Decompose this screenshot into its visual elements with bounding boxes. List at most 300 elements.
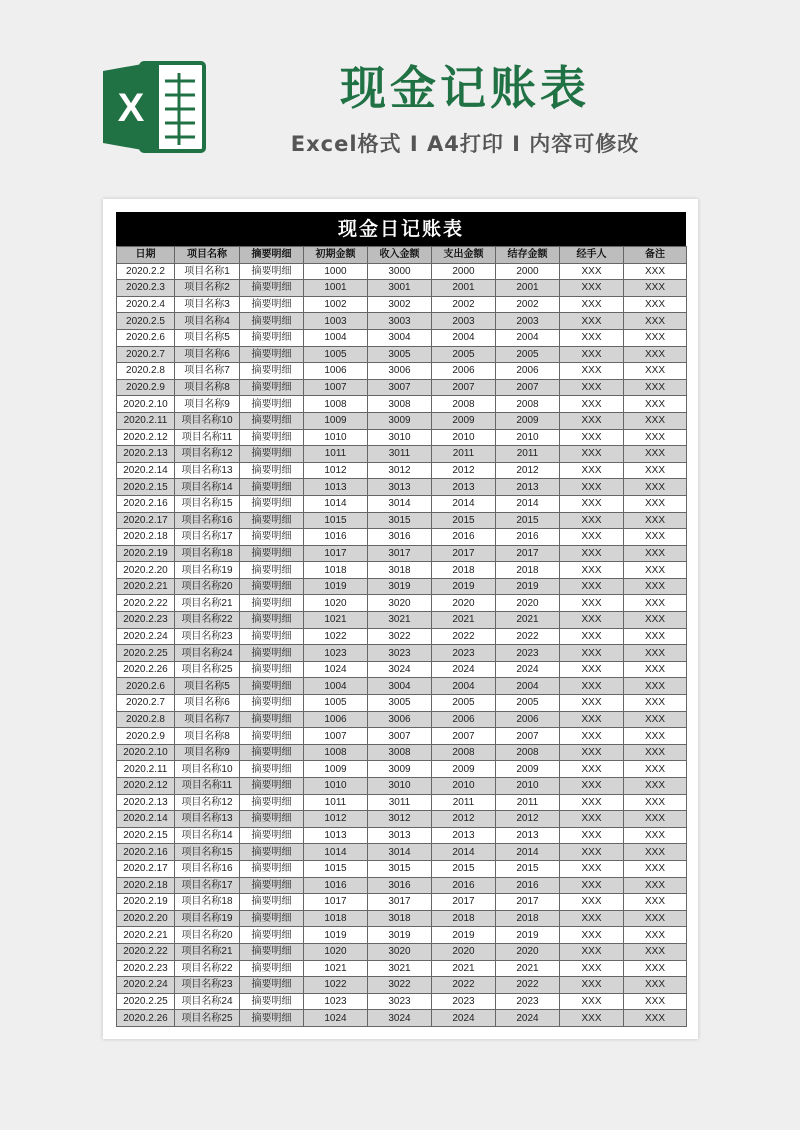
table-cell: 2020.2.6: [117, 678, 175, 695]
table-cell: XXX: [560, 661, 624, 678]
table-cell: XXX: [624, 877, 687, 894]
table-cell: 2020.2.14: [117, 462, 175, 479]
table-cell: 2011: [432, 794, 496, 811]
table-cell: 摘要明细: [240, 993, 304, 1010]
table-cell: 2024: [432, 661, 496, 678]
table-cell: XXX: [624, 379, 687, 396]
table-cell: 2020.2.9: [117, 379, 175, 396]
table-cell: XXX: [624, 844, 687, 861]
table-cell: XXX: [560, 678, 624, 695]
table-cell: 项目名称25: [175, 661, 240, 678]
table-cell: 2020.2.7: [117, 346, 175, 363]
table-row: [117, 313, 687, 330]
table-row: [117, 379, 687, 396]
table-cell: 1024: [304, 1010, 368, 1027]
table-cell: 2020.2.26: [117, 661, 175, 678]
table-cell: XXX: [624, 529, 687, 546]
table-cell: 1024: [304, 661, 368, 678]
table-cell: 1014: [304, 495, 368, 512]
table-cell: 2020.2.20: [117, 562, 175, 579]
table-cell: 2017: [432, 545, 496, 562]
table-cell: 2020.2.15: [117, 827, 175, 844]
table-cell: 2020.2.20: [117, 910, 175, 927]
table-cell: 2020.2.6: [117, 329, 175, 346]
table-cell: 2020.2.11: [117, 761, 175, 778]
table-cell: 2011: [432, 446, 496, 463]
table-row: [117, 910, 687, 927]
table-cell: 2005: [432, 346, 496, 363]
table-cell: 2024: [496, 1010, 560, 1027]
table-cell: 3010: [368, 778, 432, 795]
table-cell: XXX: [560, 296, 624, 313]
table-cell: 摘要明细: [240, 462, 304, 479]
column-header: 收入金额: [368, 247, 432, 264]
table-cell: 2020.2.25: [117, 645, 175, 662]
table-cell: 2017: [496, 894, 560, 911]
table-cell: 3018: [368, 562, 432, 579]
table-cell: 2000: [432, 263, 496, 280]
table-cell: 3023: [368, 993, 432, 1010]
table-cell: 2022: [496, 977, 560, 994]
table-cell: 摘要明细: [240, 711, 304, 728]
table-cell: 摘要明细: [240, 595, 304, 612]
table-cell: 2016: [496, 877, 560, 894]
table-cell: 项目名称20: [175, 927, 240, 944]
table-row: [117, 429, 687, 446]
table-cell: 3020: [368, 595, 432, 612]
table-cell: 摘要明细: [240, 960, 304, 977]
table-cell: 项目名称18: [175, 894, 240, 911]
table-cell: 3003: [368, 313, 432, 330]
table-cell: 摘要明细: [240, 744, 304, 761]
table-cell: XXX: [624, 495, 687, 512]
table-cell: 摘要明细: [240, 396, 304, 413]
table-cell: 3011: [368, 794, 432, 811]
table-cell: 2007: [432, 379, 496, 396]
table-cell: XXX: [560, 728, 624, 745]
table-cell: 1022: [304, 628, 368, 645]
table-cell: 2020.2.21: [117, 578, 175, 595]
table-cell: 摘要明细: [240, 877, 304, 894]
table-cell: 2006: [432, 711, 496, 728]
column-header: 支出金额: [432, 247, 496, 264]
table-cell: XXX: [560, 329, 624, 346]
table-cell: 摘要明细: [240, 313, 304, 330]
table-row: [117, 695, 687, 712]
table-cell: 3019: [368, 578, 432, 595]
table-cell: XXX: [560, 695, 624, 712]
table-cell: 2024: [432, 1010, 496, 1027]
table-row: [117, 479, 687, 496]
table-cell: 项目名称9: [175, 744, 240, 761]
table-header-row: [117, 247, 687, 264]
table-cell: 摘要明细: [240, 512, 304, 529]
table-cell: 2020.2.9: [117, 728, 175, 745]
table-cell: 1004: [304, 329, 368, 346]
table-cell: 2006: [496, 363, 560, 380]
table-cell: 3016: [368, 877, 432, 894]
table-cell: 1002: [304, 296, 368, 313]
table-cell: 2015: [496, 512, 560, 529]
page-title: 现金记账表: [340, 61, 590, 115]
table-cell: 项目名称17: [175, 877, 240, 894]
table-cell: 2021: [496, 960, 560, 977]
table-cell: 项目名称17: [175, 529, 240, 546]
table-cell: 项目名称12: [175, 446, 240, 463]
table-cell: 项目名称13: [175, 811, 240, 828]
table-row: [117, 778, 687, 795]
table-cell: XXX: [624, 827, 687, 844]
table-cell: 1010: [304, 429, 368, 446]
table-cell: 2015: [432, 860, 496, 877]
table-cell: XXX: [624, 363, 687, 380]
table-cell: XXX: [560, 595, 624, 612]
table-cell: 项目名称1: [175, 263, 240, 280]
table-cell: 1012: [304, 811, 368, 828]
table-cell: 2020.2.17: [117, 512, 175, 529]
table-cell: 摘要明细: [240, 894, 304, 911]
table-row: [117, 894, 687, 911]
table-cell: 2016: [496, 529, 560, 546]
table-cell: XXX: [624, 794, 687, 811]
table-cell: XXX: [560, 778, 624, 795]
table-cell: XXX: [560, 562, 624, 579]
table-cell: XXX: [560, 379, 624, 396]
table-cell: 2002: [432, 296, 496, 313]
table-cell: XXX: [560, 860, 624, 877]
table-cell: 摘要明细: [240, 628, 304, 645]
table-cell: 摘要明细: [240, 910, 304, 927]
table-row: [117, 363, 687, 380]
table-cell: XXX: [560, 313, 624, 330]
table-cell: 项目名称11: [175, 429, 240, 446]
table-cell: 3006: [368, 363, 432, 380]
table-cell: 2009: [432, 412, 496, 429]
table-cell: 1016: [304, 529, 368, 546]
table-cell: 2008: [432, 744, 496, 761]
table-cell: 摘要明细: [240, 379, 304, 396]
table-cell: 3015: [368, 860, 432, 877]
table-cell: 摘要明细: [240, 263, 304, 280]
table-cell: XXX: [624, 761, 687, 778]
table-cell: 2001: [432, 280, 496, 297]
table-row: [117, 811, 687, 828]
table-cell: 摘要明细: [240, 562, 304, 579]
table-cell: 摘要明细: [240, 578, 304, 595]
table-cell: 1014: [304, 844, 368, 861]
table-cell: 2020.2.13: [117, 794, 175, 811]
table-cell: XXX: [624, 977, 687, 994]
table-cell: 摘要明细: [240, 412, 304, 429]
table-cell: 摘要明细: [240, 827, 304, 844]
table-cell: 项目名称20: [175, 578, 240, 595]
table-cell: 2020.2.15: [117, 479, 175, 496]
table-cell: 3012: [368, 462, 432, 479]
table-cell: 项目名称14: [175, 827, 240, 844]
table-cell: 1007: [304, 728, 368, 745]
table-cell: 2018: [432, 910, 496, 927]
table-cell: 项目名称25: [175, 1010, 240, 1027]
table-cell: 2020.2.12: [117, 778, 175, 795]
table-row: [117, 827, 687, 844]
table-cell: XXX: [624, 695, 687, 712]
table-cell: 摘要明细: [240, 695, 304, 712]
table-cell: 2020.2.14: [117, 811, 175, 828]
table-cell: XXX: [624, 578, 687, 595]
table-cell: 项目名称3: [175, 296, 240, 313]
table-row: [117, 678, 687, 695]
table-cell: 2023: [496, 645, 560, 662]
table-cell: 项目名称15: [175, 844, 240, 861]
table-cell: 3004: [368, 678, 432, 695]
table-cell: XXX: [560, 943, 624, 960]
page-subtitle: Excel格式 I A4打印 I 内容可修改: [290, 132, 640, 156]
table-cell: 1011: [304, 446, 368, 463]
table-cell: 1004: [304, 678, 368, 695]
table-cell: 项目名称12: [175, 794, 240, 811]
table-row: [117, 794, 687, 811]
table-cell: 2006: [496, 711, 560, 728]
table-cell: XXX: [624, 313, 687, 330]
table-cell: 摘要明细: [240, 728, 304, 745]
table-cell: 项目名称24: [175, 645, 240, 662]
table-cell: XXX: [560, 977, 624, 994]
table-cell: 2008: [496, 396, 560, 413]
table-cell: 2014: [432, 844, 496, 861]
table-cell: XXX: [560, 529, 624, 546]
table-cell: 2003: [432, 313, 496, 330]
table-cell: 摘要明细: [240, 977, 304, 994]
table-cell: 1015: [304, 860, 368, 877]
table-cell: 2005: [496, 695, 560, 712]
table-cell: 摘要明细: [240, 529, 304, 546]
table-cell: XXX: [624, 263, 687, 280]
table-cell: 摘要明细: [240, 794, 304, 811]
table-cell: 2000: [496, 263, 560, 280]
table-cell: 2007: [432, 728, 496, 745]
table-cell: 1023: [304, 993, 368, 1010]
table-cell: 项目名称22: [175, 960, 240, 977]
table-cell: XXX: [560, 844, 624, 861]
table-cell: 摘要明细: [240, 645, 304, 662]
table-cell: 2020: [496, 943, 560, 960]
table-cell: XXX: [560, 711, 624, 728]
table-cell: 2020.2.8: [117, 363, 175, 380]
table-cell: XXX: [560, 346, 624, 363]
table-row: [117, 612, 687, 629]
table-cell: 2020: [432, 595, 496, 612]
table-cell: XXX: [560, 877, 624, 894]
table-cell: 2010: [432, 778, 496, 795]
table-cell: XXX: [560, 446, 624, 463]
table-cell: 项目名称8: [175, 379, 240, 396]
table-cell: 3022: [368, 977, 432, 994]
table-row: [117, 512, 687, 529]
table-cell: XXX: [624, 645, 687, 662]
table-cell: 1006: [304, 711, 368, 728]
table-cell: XXX: [560, 280, 624, 297]
table-cell: 项目名称23: [175, 628, 240, 645]
table-cell: 3014: [368, 844, 432, 861]
table-cell: 2020.2.16: [117, 844, 175, 861]
column-header: 经手人: [560, 247, 624, 264]
table-cell: 2008: [496, 744, 560, 761]
table-cell: 1018: [304, 562, 368, 579]
table-cell: 2022: [432, 977, 496, 994]
table-cell: 2020: [496, 595, 560, 612]
table-cell: 2020.2.12: [117, 429, 175, 446]
table-cell: 摘要明细: [240, 811, 304, 828]
table-cell: 1008: [304, 396, 368, 413]
table-cell: 3011: [368, 446, 432, 463]
table-cell: XXX: [624, 280, 687, 297]
table-cell: 2020.2.11: [117, 412, 175, 429]
table-cell: 2005: [432, 695, 496, 712]
table-cell: XXX: [560, 495, 624, 512]
table-cell: 项目名称18: [175, 545, 240, 562]
table-cell: 2020.2.18: [117, 529, 175, 546]
table-cell: 摘要明细: [240, 280, 304, 297]
table-cell: XXX: [560, 263, 624, 280]
table-cell: 2020.2.23: [117, 960, 175, 977]
table-row: [117, 346, 687, 363]
table-cell: 3005: [368, 695, 432, 712]
table-cell: XXX: [560, 578, 624, 595]
table-row: [117, 728, 687, 745]
table-cell: 摘要明细: [240, 778, 304, 795]
table-row: [117, 396, 687, 413]
table-cell: 1023: [304, 645, 368, 662]
table-cell: 项目名称11: [175, 778, 240, 795]
table-cell: 2019: [432, 927, 496, 944]
table-cell: 摘要明细: [240, 1010, 304, 1027]
table-cell: XXX: [560, 412, 624, 429]
table-cell: XXX: [560, 960, 624, 977]
table-cell: 2013: [496, 479, 560, 496]
table-cell: 项目名称6: [175, 695, 240, 712]
table-cell: XXX: [624, 1010, 687, 1027]
table-cell: 1001: [304, 280, 368, 297]
table-cell: XXX: [560, 545, 624, 562]
table-row: [117, 529, 687, 546]
table-row: [117, 628, 687, 645]
table-cell: 2012: [432, 811, 496, 828]
table-cell: 2021: [432, 612, 496, 629]
table-cell: XXX: [624, 860, 687, 877]
table-body: [117, 263, 687, 1026]
table-cell: 摘要明细: [240, 479, 304, 496]
table-cell: XXX: [624, 429, 687, 446]
table-cell: 2020.2.19: [117, 894, 175, 911]
table-cell: XXX: [560, 744, 624, 761]
table-cell: 1022: [304, 977, 368, 994]
ledger-table: [116, 246, 687, 1027]
table-cell: XXX: [624, 728, 687, 745]
table-cell: 1007: [304, 379, 368, 396]
table-cell: XXX: [624, 329, 687, 346]
table-cell: XXX: [560, 628, 624, 645]
table-cell: 3016: [368, 529, 432, 546]
table-cell: XXX: [560, 429, 624, 446]
table-cell: 1012: [304, 462, 368, 479]
table-cell: 2012: [432, 462, 496, 479]
table-cell: 2020.2.10: [117, 396, 175, 413]
table-cell: 1020: [304, 943, 368, 960]
table-cell: 2021: [432, 960, 496, 977]
table-cell: 项目名称10: [175, 761, 240, 778]
table-cell: XXX: [624, 462, 687, 479]
table-cell: 2015: [496, 860, 560, 877]
table-cell: XXX: [560, 396, 624, 413]
table-cell: 3018: [368, 910, 432, 927]
table-cell: 3014: [368, 495, 432, 512]
table-cell: 2020.2.25: [117, 993, 175, 1010]
table-cell: 3013: [368, 479, 432, 496]
table-cell: 2004: [496, 329, 560, 346]
table-cell: XXX: [560, 794, 624, 811]
table-cell: XXX: [624, 927, 687, 944]
table-cell: 2020.2.16: [117, 495, 175, 512]
table-cell: 1019: [304, 927, 368, 944]
ledger-table-wrapper: [116, 212, 686, 1027]
column-header: 日期: [117, 247, 175, 264]
table-row: [117, 296, 687, 313]
table-cell: 摘要明细: [240, 495, 304, 512]
column-header: 摘要明细: [240, 247, 304, 264]
table-cell: 2017: [432, 894, 496, 911]
table-cell: 摘要明细: [240, 612, 304, 629]
table-row: [117, 446, 687, 463]
table-row: [117, 993, 687, 1010]
table-row: [117, 960, 687, 977]
table-cell: 2003: [496, 313, 560, 330]
table-cell: 项目名称16: [175, 512, 240, 529]
table-cell: 2009: [432, 761, 496, 778]
table-cell: 1005: [304, 346, 368, 363]
table-row: [117, 562, 687, 579]
table-cell: 2024: [496, 661, 560, 678]
table-cell: 2020.2.4: [117, 296, 175, 313]
table-cell: 2020.2.22: [117, 595, 175, 612]
table-cell: 2020.2.23: [117, 612, 175, 629]
table-cell: 3006: [368, 711, 432, 728]
table-cell: 3008: [368, 744, 432, 761]
table-row: [117, 761, 687, 778]
table-cell: 2020.2.13: [117, 446, 175, 463]
table-cell: 项目名称21: [175, 595, 240, 612]
table-cell: 项目名称15: [175, 495, 240, 512]
table-cell: 摘要明细: [240, 844, 304, 861]
table-cell: 项目名称19: [175, 562, 240, 579]
table-cell: XXX: [624, 346, 687, 363]
table-cell: 2020.2.24: [117, 628, 175, 645]
table-cell: 1017: [304, 894, 368, 911]
table-cell: 2020.2.22: [117, 943, 175, 960]
table-cell: 2001: [496, 280, 560, 297]
table-row: [117, 877, 687, 894]
table-cell: 2023: [496, 993, 560, 1010]
table-cell: 摘要明细: [240, 346, 304, 363]
table-row: [117, 860, 687, 877]
table-cell: XXX: [560, 462, 624, 479]
table-cell: XXX: [624, 479, 687, 496]
table-cell: 3001: [368, 280, 432, 297]
table-cell: 2019: [496, 578, 560, 595]
table-cell: XXX: [624, 396, 687, 413]
table-cell: 项目名称2: [175, 280, 240, 297]
table-cell: 项目名称23: [175, 977, 240, 994]
excel-logo-letter: X: [117, 86, 145, 130]
